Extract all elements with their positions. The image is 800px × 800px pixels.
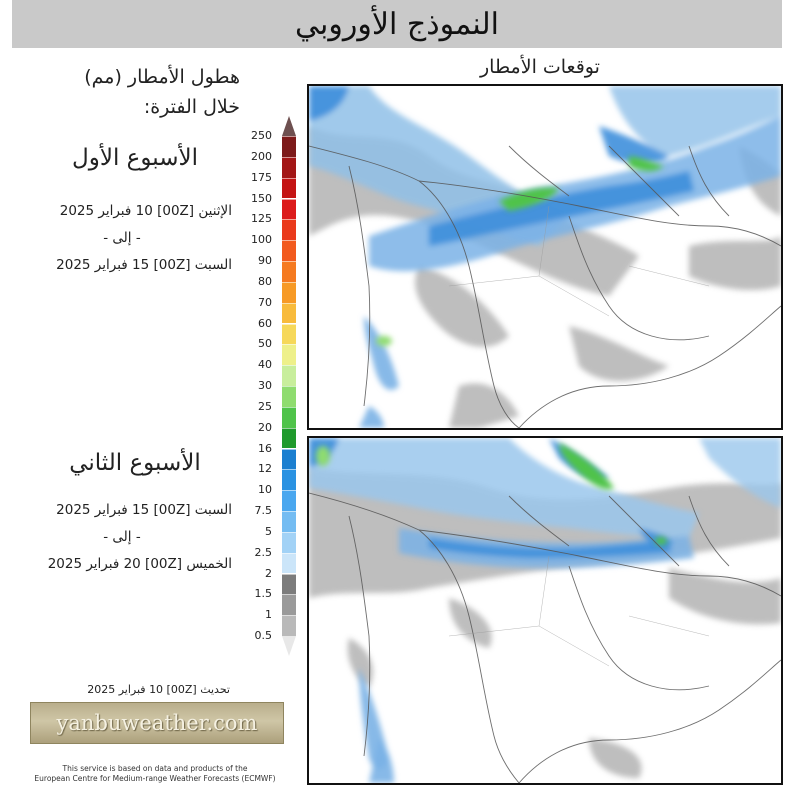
colorbar-tick-label: 175 [251,170,272,184]
colorbar-top-arrow [282,116,296,136]
colorbar-segment [282,574,296,595]
colorbar-segment [282,386,296,407]
colorbar-tick-label: 40 [258,358,272,372]
page-title: النموذج الأوروبي [295,6,499,42]
colorbar-segment [282,344,296,365]
colorbar-segment [282,157,296,178]
colorbar-segment [282,365,296,386]
week2-end: الخميس [00Z] 20 فبراير 2025 [47,556,232,572]
colorbar-tick-label: 150 [251,191,272,205]
colorbar-tick-label: 25 [258,399,272,413]
colorbar-tick-label: 1.5 [254,587,272,601]
ecmwf-credit [20,764,290,784]
colorbar-tick-label: 12 [258,462,272,476]
colorbar-bottom-arrow [282,636,296,656]
colorbar-tick-label: 100 [251,233,272,247]
week2-heading: الأسبوع الثاني [69,450,201,476]
week2-dates [20,497,232,578]
week1-start: الإثنين [00Z] 10 فبراير 2025 [59,203,232,219]
map-header: توقعات الأمطار [480,56,600,78]
colorbar-tick-label: 10 [258,483,272,497]
map-week2-graphic [309,438,781,783]
colorbar-tick-label: 0.5 [254,629,272,642]
colorbar-segment [282,511,296,532]
colorbar-tick-label: 7.5 [254,504,272,517]
colorbar-tick-label: 90 [258,254,272,267]
week1-heading: الأسبوع الأول [72,145,198,171]
colorbar-tick-label: 2 [265,566,272,580]
week1-to: - إلى - [103,230,141,246]
colorbar-tick-label: 200 [251,149,272,163]
colorbar-tick-label: 50 [258,337,272,351]
colorbar-segment [282,136,296,157]
week2-start: السبت [00Z] 15 فبراير 2025 [56,502,232,518]
title-bar [12,0,782,48]
colorbar-segment [282,594,296,615]
colorbar-segment [282,428,296,449]
week1-dates [20,198,232,279]
colorbar-segment [282,282,296,303]
update-text: تحديث [00Z] 10 فبراير 2025 [87,683,230,696]
colorbar-segment [282,532,296,553]
colorbar-segment [282,324,296,345]
credit-line1: This service is based on data and products of the [62,764,248,773]
colorbar-tick-label: 16 [258,441,272,455]
colorbar-segment [282,261,296,282]
colorbar-tick-label: 2.5 [254,545,272,559]
colorbar-tick-label: 80 [258,274,272,288]
legend-title-line1: هطول الأمطار (مم) [84,66,240,88]
colorbar-segment [282,199,296,220]
colorbar-tick-label: 250 [251,129,272,142]
colorbar-segment [282,469,296,490]
site-logo[interactable] [30,702,284,744]
colorbar-segment [282,407,296,428]
legend-title-line2: خلال الفترة: [143,96,240,118]
colorbar-segment [282,553,296,574]
colorbar-segment [282,490,296,511]
colorbar-tick-label: 5 [265,524,272,538]
colorbar-tick-label: 1 [265,608,272,622]
colorbar-tick-label: 70 [258,295,272,309]
colorbar-segment [282,240,296,261]
colorbar-segment [282,178,296,199]
map-week1-graphic [309,86,781,428]
week1-end: السبت [00Z] 15 فبراير 2025 [56,257,232,273]
legend-title [40,62,240,122]
site-logo-text: yanbuweather.com [56,711,258,735]
credit-line2: European Centre for Medium-range Weather Forecasts (ECMWF) [34,774,276,783]
colorbar-segment [282,219,296,240]
colorbar-tick-label: 125 [251,212,272,226]
map-week1 [307,84,783,430]
colorbar-segment [282,303,296,324]
colorbar-tick-label: 30 [258,379,272,392]
map-week2 [307,436,783,785]
colorbar-segment [282,449,296,470]
colorbar-tick-label: 60 [258,316,272,330]
colorbar-tick-label: 20 [258,420,272,434]
colorbar-segment [282,615,296,636]
week2-to: - إلى - [103,529,141,545]
